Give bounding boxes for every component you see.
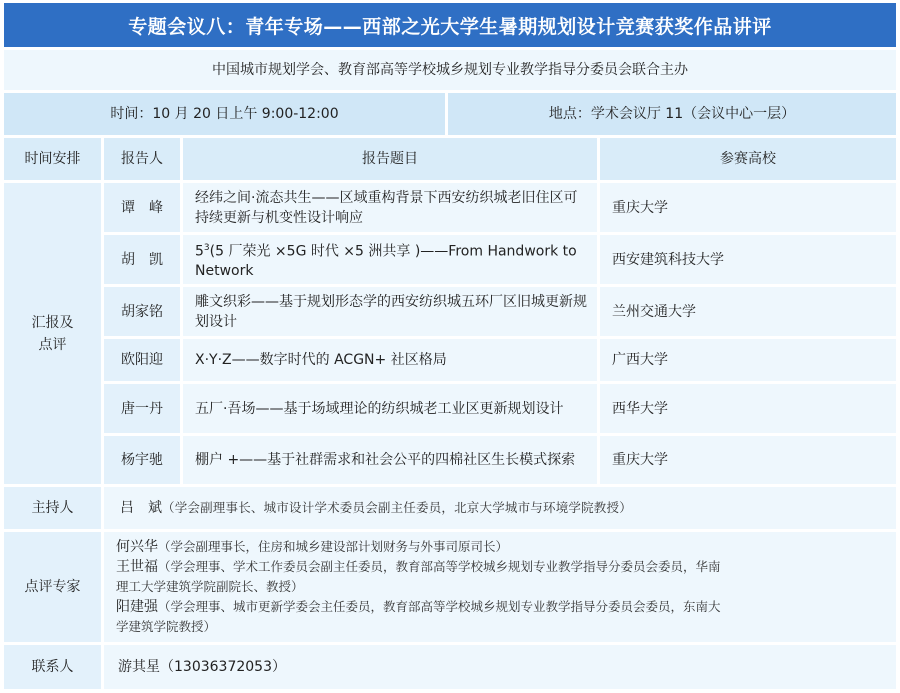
host-description: （学会副理事长、城市设计学术委员会副主任委员，北京大学城市与环境学院教授）: [162, 500, 632, 515]
speaker-name: 杨宇驰: [121, 452, 163, 468]
report-speaker: [104, 339, 180, 381]
report-topic: [183, 183, 597, 232]
report-topic: [183, 235, 597, 284]
expert-description: （学会理事、学术工作委员会副主任委员，教育部高等学校城乡规划专业教学指导分委员会委员，华南: [158, 559, 721, 574]
topic-prefix: 5: [195, 243, 204, 260]
header-schedule-label: 时间安排: [24, 151, 81, 167]
report-speaker: [104, 436, 180, 484]
speaker-name: 胡 凯: [121, 251, 163, 268]
school-name: 广西大学: [612, 352, 668, 368]
topic-main: (5 厂荣光 ×5G 时代 ×5 洲共享 )——From Handwork to Network: [195, 243, 577, 280]
session-label: 汇报及点评: [31, 314, 74, 353]
expert-entry: [116, 557, 721, 577]
expert-entry-continued: [116, 577, 304, 597]
report-school: [600, 339, 896, 381]
report-speaker: [104, 384, 180, 433]
speaker-name: 谭 峰: [121, 199, 163, 216]
contact-label: 联系人: [31, 659, 74, 675]
report-speaker: [104, 183, 180, 232]
session-label-cell: [4, 183, 101, 484]
contact-value: 游其星（13036372053）: [118, 659, 286, 675]
report-speaker: [104, 287, 180, 336]
topic-text: 五厂·吾场——基于场域理论的纺织城老工业区更新规划设计: [195, 400, 564, 417]
page-title: 专题会议八：青年专场——西部之光大学生暑期规划设计竞赛获奖作品讲评: [4, 3, 896, 47]
report-school: [600, 183, 896, 232]
expert-name: 阳建强: [116, 599, 158, 615]
report-school: [600, 384, 896, 433]
expert-name: 王世福: [116, 559, 158, 575]
speaker-name: 唐一丹: [121, 400, 163, 417]
report-speaker: [104, 235, 180, 284]
expert-entry-continued: [116, 617, 216, 637]
expert-name: 何兴华: [116, 539, 158, 555]
location-text: 地点：学术会议厅 11（会议中心一层）: [548, 106, 796, 122]
expert-description-continued: 学建筑学院教授）: [116, 619, 217, 634]
expert-entry: [116, 597, 721, 617]
contact-label-cell: [4, 645, 101, 689]
school-name: 兰州交通大学: [612, 303, 696, 320]
time-cell: [4, 93, 445, 135]
topic-text: X·Y·Z——数字时代的 ACGN+ 社区格局: [195, 352, 447, 368]
report-topic: [183, 339, 597, 381]
report-school: [600, 235, 896, 284]
topic-text: [195, 238, 589, 282]
header-school: [600, 138, 896, 180]
school-name: 重庆大学: [612, 199, 668, 216]
experts-label: 点评专家: [24, 579, 81, 595]
school-name: 西安建筑科技大学: [612, 251, 724, 268]
report-topic: [183, 287, 597, 336]
school-name: 重庆大学: [612, 452, 668, 468]
report-topic: [183, 384, 597, 433]
header-speaker: [104, 138, 180, 180]
host-name: 吕 斌: [120, 500, 162, 516]
speaker-name: 欧阳迎: [121, 352, 163, 368]
topic-text: 经纬之间·流态共生——区域重构背景下西安纺织城老旧住区可持续更新与机变性设计响应: [195, 189, 578, 226]
organizer-text: 中国城市规划学会、教育部高等学校城乡规划专业教学指导分委员会联合主办: [212, 62, 688, 78]
expert-entry: [116, 537, 508, 557]
host-cell: [104, 487, 896, 529]
report-school: [600, 436, 896, 484]
organizer-row: [4, 50, 896, 90]
topic-superscript: 3: [203, 242, 210, 253]
expert-description: （学会副理事长，住房和城乡建设部计划财务与外事司原司长）: [158, 539, 509, 554]
topic-text: 雕文织彩——基于规划形态学的西安纺织城五环厂区旧城更新规划设计: [195, 293, 587, 330]
speaker-name: 胡家铭: [121, 303, 163, 320]
expert-description: （学会理事、城市更新学委会主任委员，教育部高等学校城乡规划专业教学指导分委员会委员，东南大: [158, 599, 721, 614]
experts-cell: [104, 532, 896, 642]
contact-cell: [104, 645, 896, 689]
location-cell: [448, 93, 896, 135]
header-schedule: [4, 138, 101, 180]
time-text: 时间：10 月 20 日上午 9:00-12:00: [110, 106, 339, 122]
host-label: 主持人: [31, 500, 74, 516]
header-topic-label: 报告题目: [362, 151, 418, 167]
expert-description-continued: 理工大学建筑学院副院长、教授）: [116, 579, 304, 594]
report-topic: [183, 436, 597, 484]
school-name: 西华大学: [612, 400, 668, 417]
host-label-cell: [4, 487, 101, 529]
experts-label-cell: [4, 532, 101, 642]
header-speaker-label: 报告人: [121, 151, 163, 167]
topic-text: 棚户 +——基于社群需求和社会公平的四棉社区生长模式探索: [195, 452, 576, 468]
header-topic: [183, 138, 597, 180]
report-school: [600, 287, 896, 336]
header-school-label: 参赛高校: [720, 151, 776, 167]
